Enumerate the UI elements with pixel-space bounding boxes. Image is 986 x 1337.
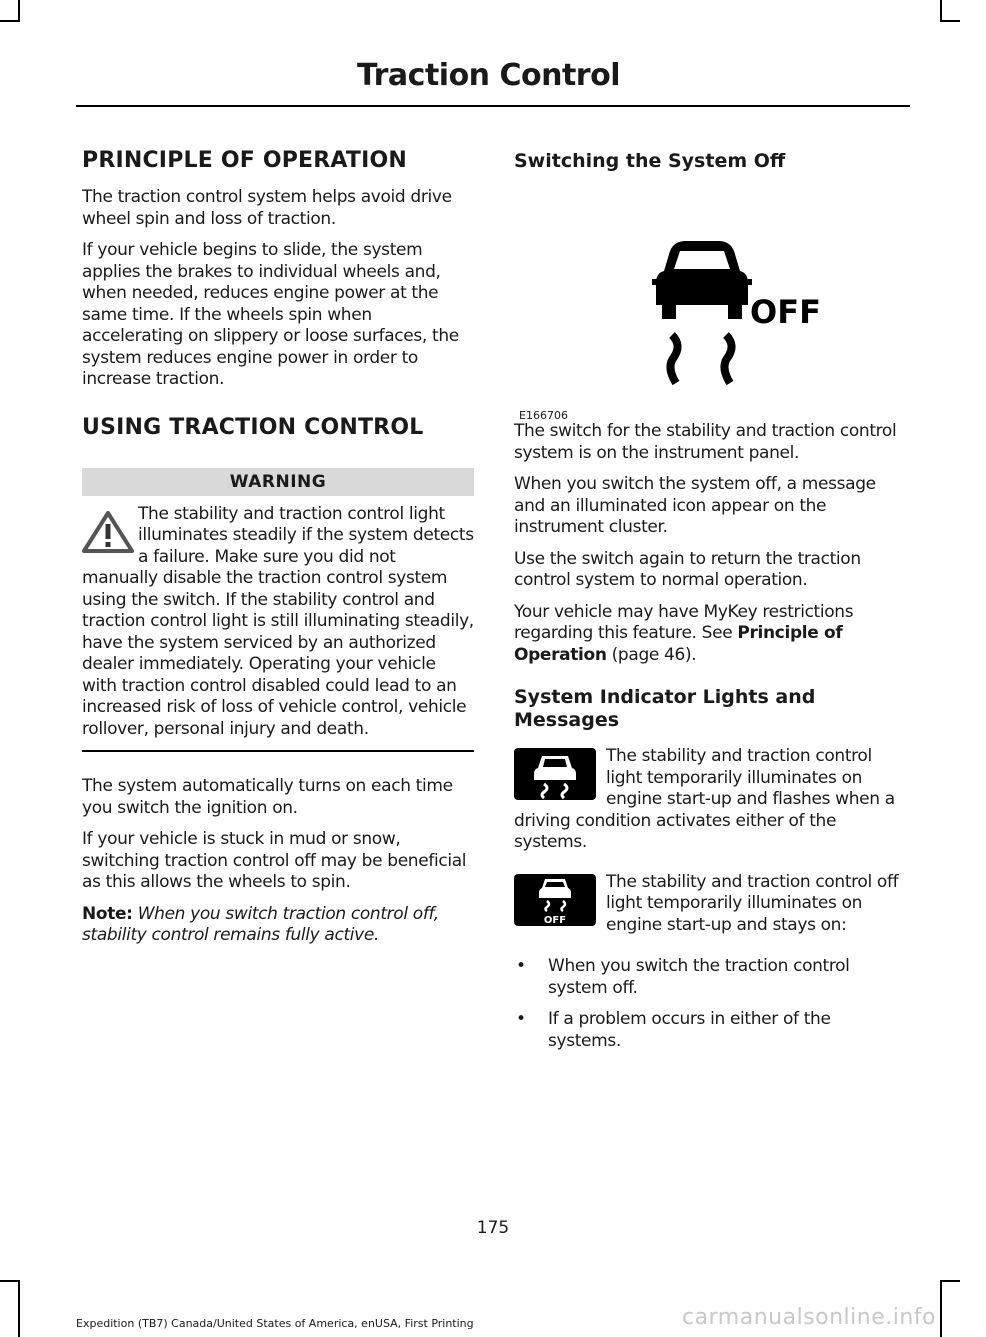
bullet-icon: •: [516, 1009, 526, 1029]
paragraph: The switch for the stability and traction control system is on the instrument panel.: [514, 421, 897, 463]
paragraph: Use the switch again to return the traction control system to normal operation.: [514, 548, 861, 590]
section-heading-indicators: System Indicator Lights and Messages: [514, 686, 816, 731]
bullet-icon: •: [516, 956, 526, 976]
paragraph: [514, 602, 906, 667]
indicator-description: The stability and traction control off light temporarily illuminates on engine start-up and stays on:: [606, 871, 899, 935]
paragraph: The system automatically turns on each time you switch the ignition on.: [82, 776, 453, 818]
paragraph: The traction control system helps avoid drive wheel spin and loss of traction.: [82, 187, 452, 229]
warning-text: The stability and traction control light illuminates steadily if the system detects a failure. Make sure you did not manually disable the traction control system using the switch. If the stability control and traction control light is still illuminating steadily, have the system serviced by an authorized dealer immediately. Operating your vehicle with traction control disabled could lead to an increased risk of loss of vehicle control, vehicle rollover, personal injury and death.: [82, 503, 474, 739]
figure-code: E166706: [519, 409, 568, 422]
section-heading-using: USING TRACTION CONTROL: [82, 414, 424, 440]
indicator-description: The stability and traction control light temporarily illuminates on engine start-up and flashes when a driving condition activates either of the systems.: [514, 746, 895, 852]
crop-mark: [0, 1280, 18, 1282]
list-item-text: When you switch the traction control system off.: [548, 956, 850, 998]
list-item: [514, 956, 906, 999]
note-label: Note:: [82, 903, 133, 924]
indicator-row: [514, 872, 906, 937]
left-column: [82, 140, 474, 957]
traction-control-off-light-icon: [514, 874, 596, 926]
indicator-row: [514, 746, 906, 854]
section-heading-principle: PRINCIPLE OF OPERATION: [82, 148, 408, 173]
traction-off-figure: [514, 187, 906, 422]
paragraph: If your vehicle begins to slide, the system applies the brakes to individual wheels and, when needed, reduces engine power at the same time. If the wheels spin when accelerating on slippery or loose surfaces, the system reduces engine power in order to increase traction.: [82, 240, 459, 389]
paragraph-text: (page 46).: [606, 644, 697, 665]
note-text: When you switch traction control off, stability control remains fully active.: [82, 903, 439, 945]
warning-block: [82, 504, 474, 753]
page-title: Traction Control: [356, 58, 620, 93]
page-number: 175: [476, 1218, 510, 1238]
crop-mark: [942, 20, 960, 22]
bullet-list: [514, 956, 906, 1052]
footer-edition: Expedition (TB7) Canada/United States of America, enUSA, First Printing: [76, 1317, 474, 1330]
crop-mark: [18, 0, 20, 22]
note: [82, 904, 474, 947]
watermark: carmanualsonline.info: [682, 1305, 936, 1330]
list-item: [514, 1009, 906, 1052]
cross-reference-link[interactable]: Principle of Operation: [514, 623, 843, 665]
crop-mark: [942, 1280, 960, 1282]
paragraph-text: Your vehicle may have MyKey restrictions regarding this feature. See: [514, 601, 854, 643]
crop-mark: [18, 1280, 20, 1337]
warning-banner: WARNING: [82, 468, 474, 496]
section-heading-switching: Switching the System Off: [514, 150, 786, 172]
off-icon-label: OFF: [543, 914, 567, 926]
header-divider: [76, 105, 910, 107]
traction-control-light-icon: [514, 748, 596, 800]
list-item-text: If a problem occurs in either of the systems.: [548, 1009, 831, 1051]
warning-triangle-icon: [82, 510, 134, 554]
crop-mark: [0, 20, 18, 22]
paragraph: If your vehicle is stuck in mud or snow, switching traction control off may be beneficial as this allows the wheels to spin.: [82, 829, 467, 892]
crop-mark: [940, 0, 942, 22]
off-label: OFF: [750, 293, 821, 331]
right-column: [514, 140, 906, 1062]
paragraph: When you switch the system off, a message and an illuminated icon appear on the instrument cluster.: [514, 474, 876, 537]
traction-control-off-icon: [652, 239, 821, 387]
crop-mark: [940, 1280, 942, 1337]
